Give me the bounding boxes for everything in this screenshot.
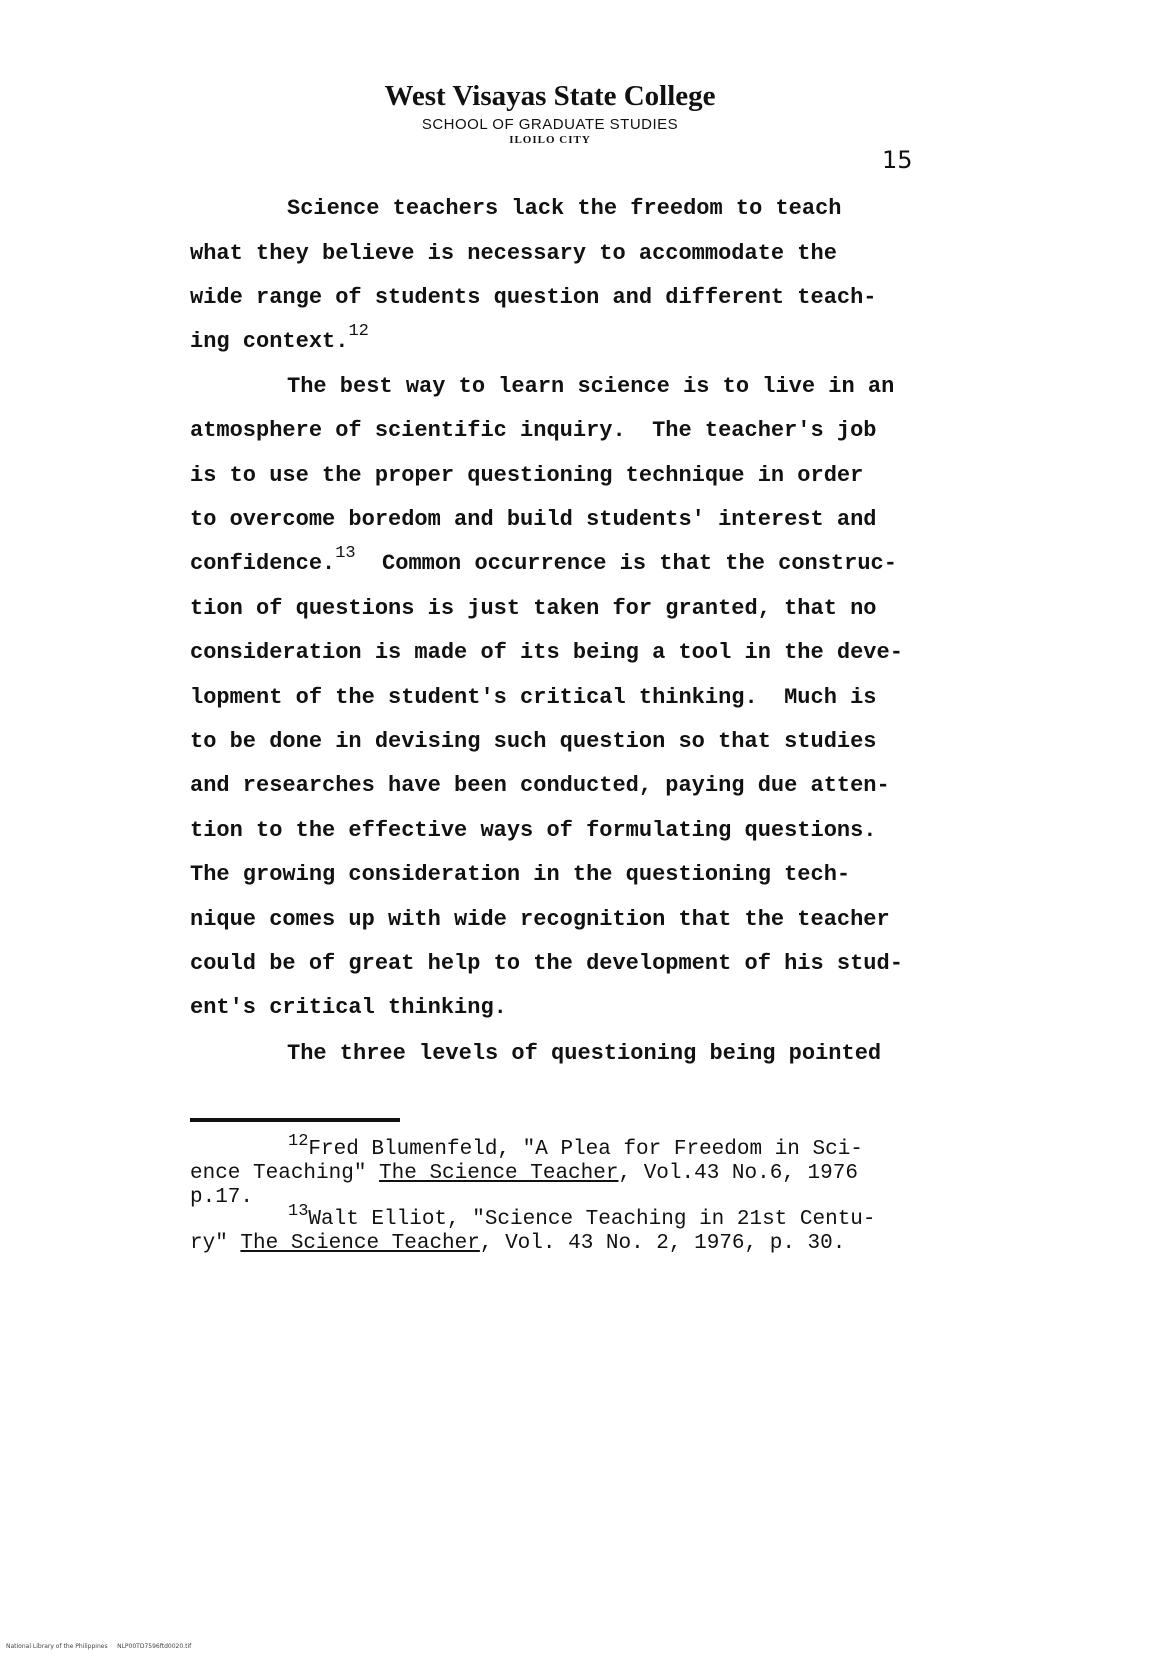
body-line: atmosphere of scientific inquiry. The teacher's job bbox=[190, 418, 877, 443]
body-line: Science teachers lack the freedom to teach bbox=[287, 196, 842, 221]
footnote-13: $^{13}$Walt Elliot, "Science Teaching in 21st Centu- bbox=[288, 1202, 876, 1231]
body-line: The growing consideration in the questioning tech- bbox=[190, 862, 851, 887]
scan-label: National Library of the Philippines NLP00TD7596ftd0020.tif bbox=[6, 1643, 192, 1650]
city-name: ILOILO CITY bbox=[509, 134, 591, 146]
footnote-12: $^{12}$Fred Blumenfeld, "A Plea for Freedom in Sci- bbox=[288, 1132, 863, 1161]
journal-title: The Science Teacher bbox=[379, 1162, 619, 1185]
footnote-separator bbox=[190, 1118, 400, 1122]
body-line: The three levels of questioning being pointed bbox=[287, 1041, 882, 1066]
footnote-ref-12: 12 bbox=[348, 322, 369, 341]
body-line: is to use the proper questioning technique in order bbox=[190, 463, 864, 488]
body-line: nique comes up with wide recognition that the teacher bbox=[190, 907, 890, 932]
body-line: tion to the effective ways of formulating questions. bbox=[190, 818, 877, 843]
footnote-12-line: p.17. bbox=[190, 1186, 254, 1209]
body-line: what they believe is necessary to accommodate the bbox=[190, 241, 837, 266]
body-line: to overcome boredom and build students' interest and bbox=[190, 507, 877, 532]
body-line: The best way to learn science is to live in an bbox=[287, 374, 895, 399]
body-line: tion of questions is just taken for granted, that no bbox=[190, 596, 877, 621]
journal-title: The Science Teacher bbox=[240, 1232, 480, 1255]
body-line: could be of great help to the development of his stud- bbox=[190, 951, 903, 976]
footnote-13-line: ry" The Science Teacher, Vol. 43 No. 2, 1976, p. 30. bbox=[190, 1232, 846, 1255]
body-line: ent's critical thinking. bbox=[190, 995, 507, 1020]
body-line: and researches have been conducted, paying due atten- bbox=[190, 773, 890, 798]
body-line: wide range of students question and different teach- bbox=[190, 285, 877, 310]
school-name: SCHOOL OF GRADUATE STUDIES bbox=[421, 116, 679, 133]
page-number: 15 bbox=[882, 146, 913, 174]
body-line: confidence.$^{13}$ Common occurrence is that the construc- bbox=[190, 544, 897, 576]
body-line: ing context.$^{12}$ bbox=[190, 322, 369, 354]
body-line: lopment of the student's critical thinking. Much is bbox=[190, 685, 877, 710]
institution-name: West Visayas State College bbox=[384, 80, 716, 112]
footnote-12-line: ence Teaching" The Science Teacher, Vol.43 No.6, 1976 bbox=[190, 1162, 858, 1185]
body-line: to be done in devising such question so that studies bbox=[190, 729, 877, 754]
footnote-ref-13: 13 bbox=[335, 544, 356, 563]
body-line: consideration is made of its being a tool in the deve- bbox=[190, 640, 903, 665]
